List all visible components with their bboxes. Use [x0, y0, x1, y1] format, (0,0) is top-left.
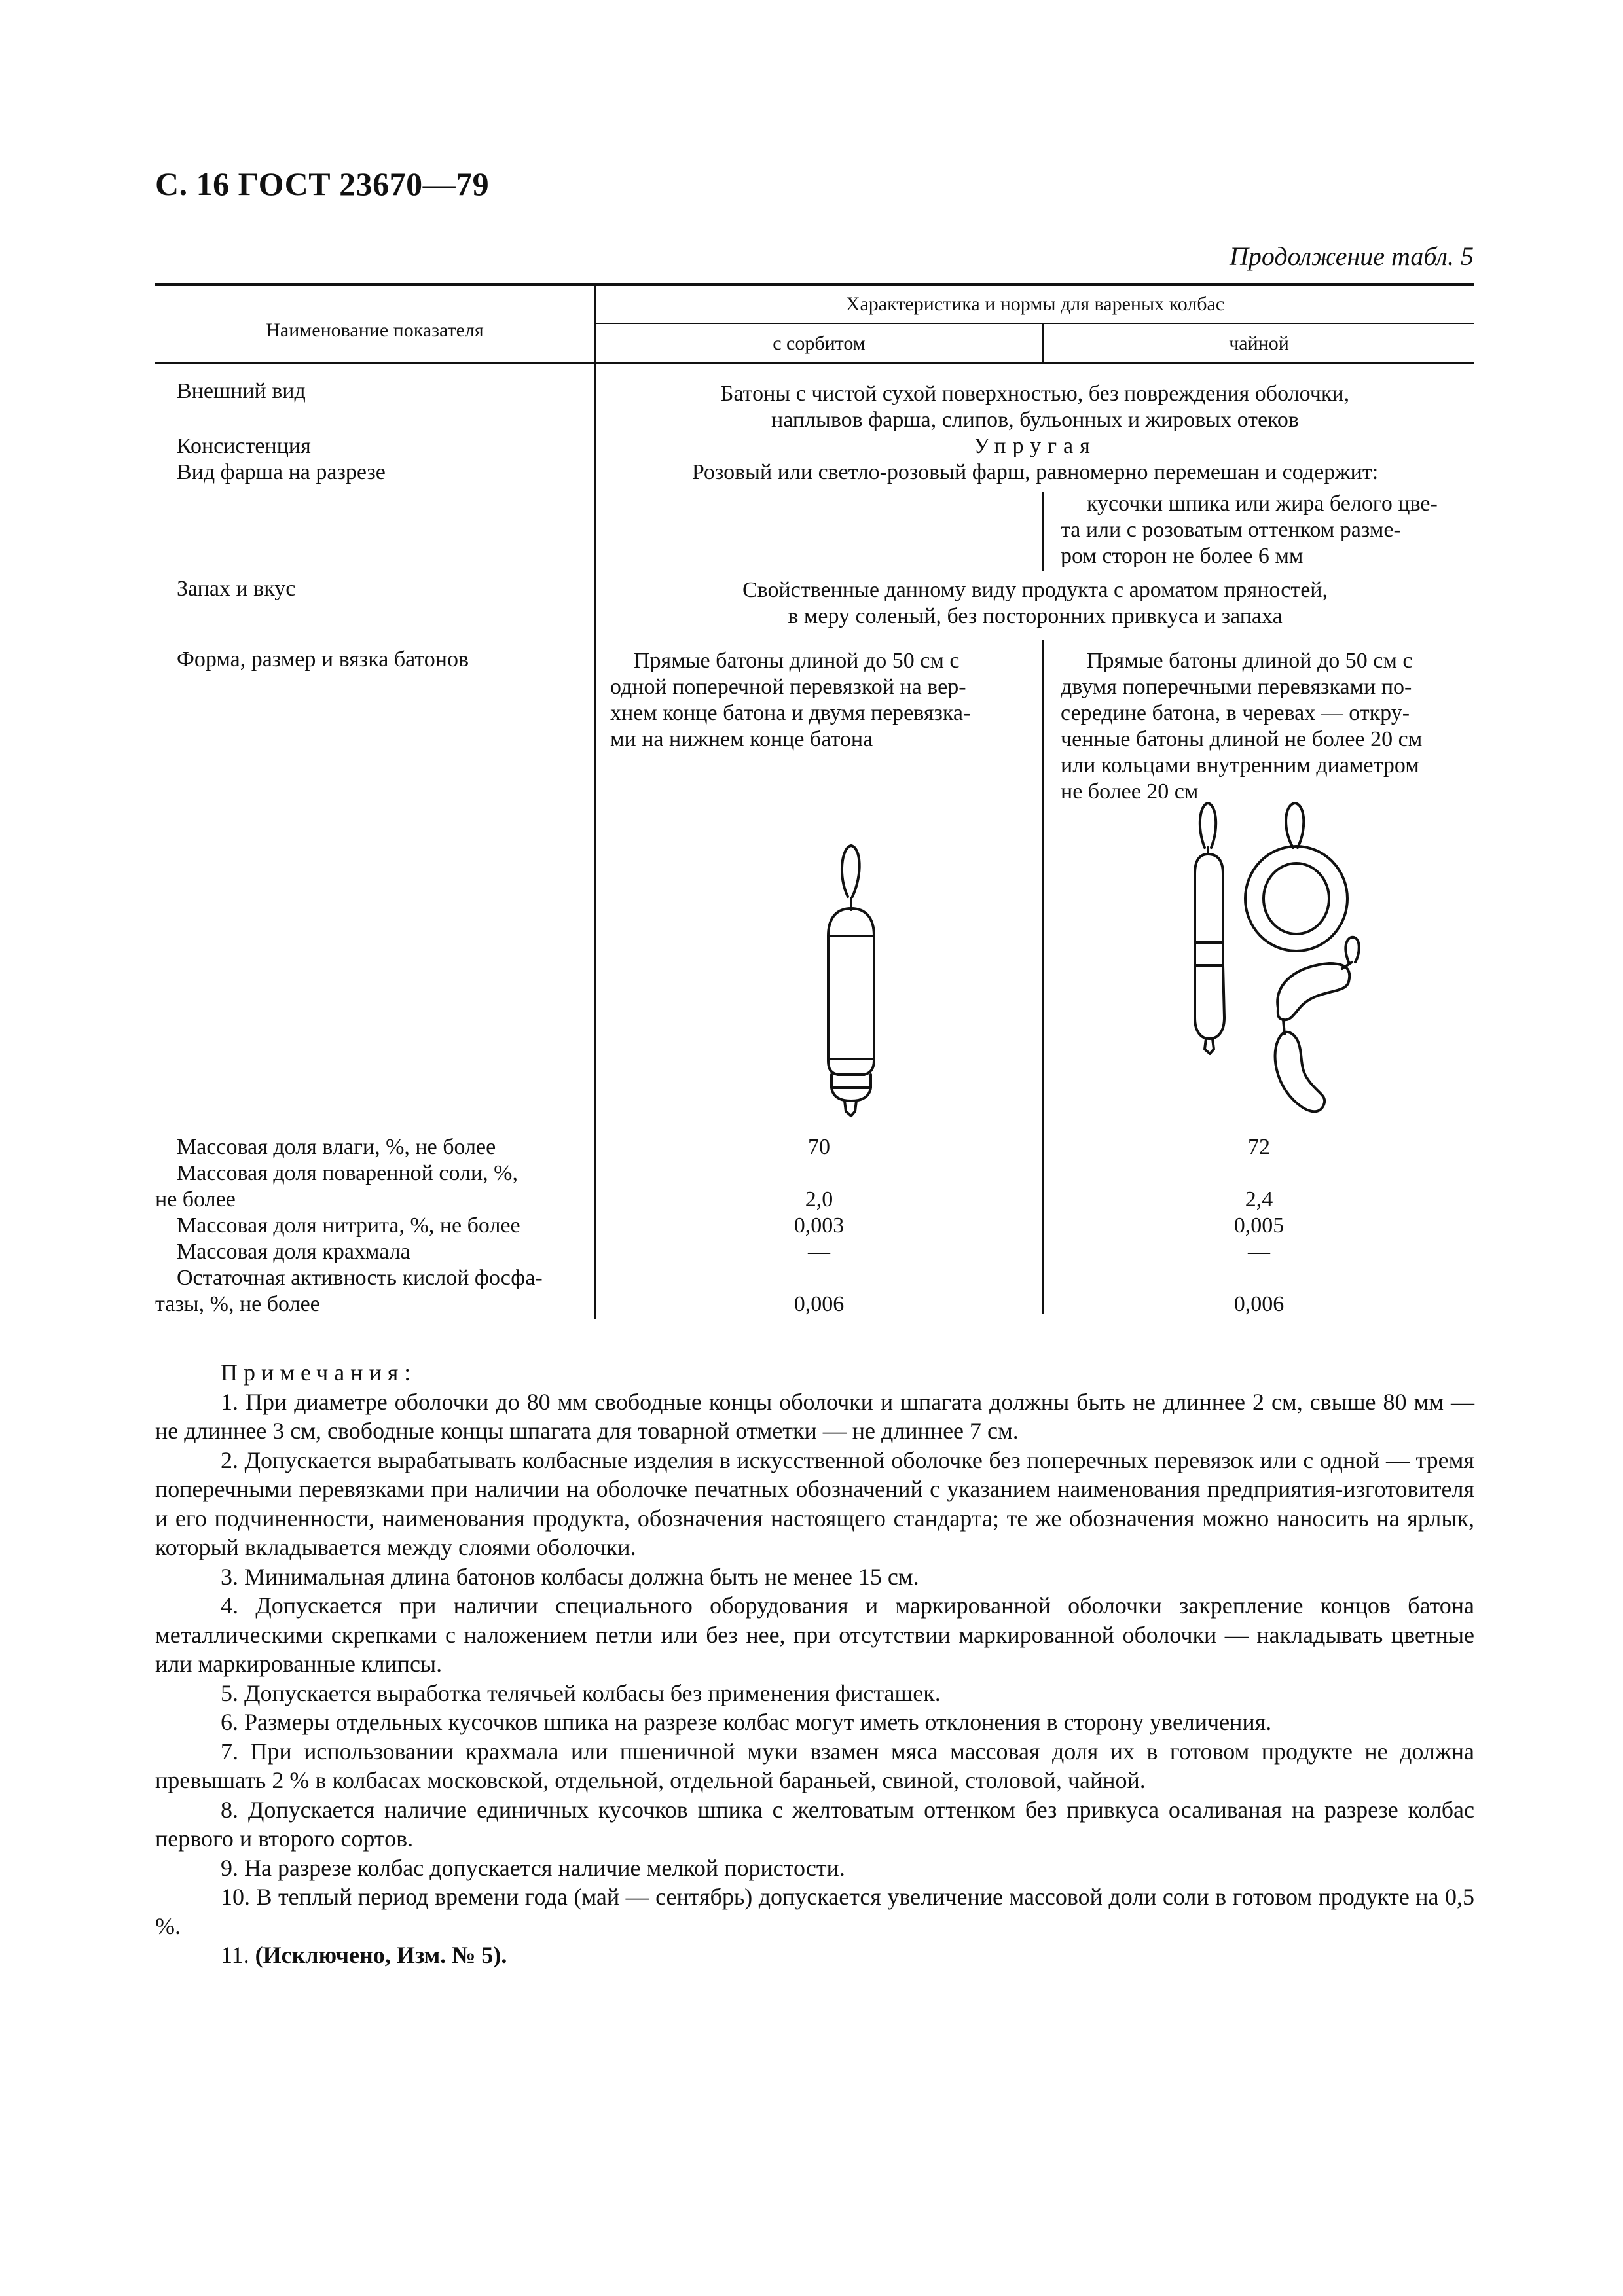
row-value-salt-sorbitol: 2,0 [805, 1187, 833, 1211]
row-value-starch-tea: — [1248, 1240, 1270, 1264]
row-label-salt-2: не более [155, 1187, 236, 1211]
column-divider-cutview [1042, 492, 1044, 571]
column-header-group: Характеристика и нормы для вареных колбас [845, 293, 1225, 315]
note-item: 7. При использовании крахмала или пшеничной муки взамен мяса массовая доля их в готовом продукте не должна превышать 2 % в колбасах московской, отдельной, отдельной бараньей, свиной, столовой, чайной. [155, 1738, 1474, 1793]
row-value-shape-sorbitol-1: Прямые батоны длиной до 50 см с [634, 649, 960, 673]
note-item: 10. В теплый период времени года (май — сентябрь) допускается увеличение массовой доли соли в готовом продукте на 0,5 %. [155, 1884, 1474, 1939]
row-value-smell-taste-2: в меру соленый, без посторонних привкуса и запаха [788, 604, 1283, 628]
row-label-shape: Форма, размер и вязка батонов [177, 647, 469, 672]
row-value-cut-view-tea-3: ром сторон не более 6 мм [1061, 544, 1304, 568]
column-header-tea: чайной [1229, 332, 1289, 354]
note-item: 4. Допускается при наличии специального оборудования и маркированной оболочки закрепление концов батона металлическими скрепками с наложением петли или без нее, при отсутствии маркированной оболочки — накладывать цветные или маркированные клипсы. [155, 1592, 1474, 1677]
row-label-nitrite: Массовая доля нитрита, %, не более [177, 1213, 520, 1238]
row-value-shape-sorbitol-2: одной поперечной перевязкой на вер- [610, 675, 966, 699]
row-value-shape-tea-6: не более 20 см [1061, 780, 1199, 804]
header-bottom-rule [155, 362, 1474, 364]
row-value-salt-tea: 2,4 [1245, 1187, 1273, 1211]
row-value-shape-tea-3: середине батона, в черевах — откру- [1061, 701, 1410, 725]
row-label-salt-1: Массовая доля поваренной соли, %, [177, 1161, 518, 1185]
row-value-cut-view-tea-1: кусочки шпика или жира белого цве- [1087, 492, 1438, 516]
row-value-phosphatase-sorbitol: 0,006 [793, 1292, 845, 1316]
row-value-nitrite-sorbitol: 0,003 [793, 1213, 845, 1238]
note-item: 8. Допускается наличие единичных кусочков шпика с желтоватым оттенком без привкуса осаливаная на разрезе колбас первого и второго сортов. [155, 1796, 1474, 1852]
table-top-rule [155, 283, 1474, 286]
row-value-shape-tea-4: ченные батоны длиной не более 20 см [1061, 727, 1423, 751]
note-item: 2. Допускается вырабатывать колбасные изделия в искусственной оболочке без поперечных перевязок или с одной — тремя поперечными перевязками при наличии на оболочке печатных обозначений с указанием наименования предприятия-изготовителя и его подчиненности, наименования продукта, обозначения настоящего стандарта; те же обозначения можно наносить на ярлык, который вкладывается между слоями оболочки. [155, 1446, 1474, 1560]
row-value-starch-sorbitol: — [808, 1240, 830, 1264]
row-value-shape-sorbitol-3: хнем конце батона и двумя перевязка- [610, 701, 971, 725]
row-label-moisture: Массовая доля влаги, %, не более [177, 1135, 496, 1159]
row-value-shape-tea-5: или кольцами внутренним диаметром [1061, 753, 1419, 778]
row-value-nitrite-tea: 0,005 [1233, 1213, 1285, 1238]
row-label-appearance: Внешний вид [177, 379, 306, 403]
row-value-phosphatase-tea: 0,006 [1233, 1292, 1285, 1316]
row-label-phosphatase-1: Остаточная активность кислой фосфа- [177, 1266, 543, 1290]
row-label-consistency: Консистенция [177, 434, 311, 458]
notes-section [155, 1358, 1474, 1970]
row-value-cut-view: Розовый или светло-розовый фарш, равномерно перемешан и содержит: [691, 460, 1379, 484]
row-label-cut-view: Вид фарша на разрезе [177, 460, 386, 484]
row-value-shape-tea-2: двумя поперечными перевязками по- [1061, 675, 1412, 699]
row-value-shape-tea-1: Прямые батоны длиной до 50 см с [1087, 649, 1413, 673]
row-value-moisture-sorbitol: 70 [808, 1135, 830, 1159]
note-item: 6. Размеры отдельных кусочков шпика на разрезе колбас могут иметь отклонения в сторону увеличения. [221, 1709, 1272, 1735]
sausage-links-illustration [1264, 936, 1375, 1132]
row-value-moisture-tea: 72 [1248, 1135, 1270, 1159]
row-value-smell-taste-1: Свойственные данному виду продукта с ароматом пряностей, [742, 578, 1328, 602]
table-continuation-label: Продолжение табл. 5 [1229, 242, 1474, 271]
row-label-starch: Массовая доля крахмала [177, 1240, 410, 1264]
column-header-sorbitol: с сорбитом [773, 332, 866, 354]
row-value-shape-sorbitol-4: ми на нижнем конце батона [610, 727, 873, 751]
page-reference: С. 16 ГОСТ 23670—79 [155, 166, 490, 202]
note-item: 9. На разрезе колбас допускается наличие мелкой пористости. [221, 1854, 845, 1881]
row-label-smell-taste: Запах и вкус [177, 577, 296, 601]
row-value-consistency: Упругая [974, 434, 1097, 458]
note-item: 3. Минимальная длина батонов колбасы должна быть не менее 15 см. [221, 1563, 919, 1590]
note-item: 5. Допускается выработка телячьей колбасы без применения фисташек. [221, 1679, 941, 1706]
sausage-ring-illustration [1231, 802, 1349, 952]
row-label-phosphatase-2: тазы, %, не более [155, 1292, 320, 1316]
notes-title: Примечания: [221, 1359, 417, 1386]
column-header-indicator: Наименование показателя [266, 319, 484, 341]
note-item-11-bold: (Исключено, Изм. № 5). [255, 1942, 507, 1968]
row-value-appearance-2: наплывов фарша, слипов, бульонных и жировых отеков [771, 408, 1299, 432]
group-header-rule [596, 323, 1474, 324]
note-item-11 [155, 1941, 1474, 1970]
row-value-appearance-1: Батоны с чистой сухой поверхностью, без повреждения оболочки, [720, 382, 1350, 406]
row-value-cut-view-tea-2: та или с розоватым оттенком разме- [1061, 518, 1401, 542]
sausage-straight-illustration [812, 844, 890, 1119]
note-item: 1. При диаметре оболочки до 80 мм свободные концы оболочки и шпагата должны быть не длиннее 2 см, свыше 80 мм — не длиннее 3 см, свободные концы шпагата для товарной отметки — не длиннее 7 см. [155, 1388, 1474, 1444]
note-item-11-number: 11. [221, 1942, 255, 1968]
